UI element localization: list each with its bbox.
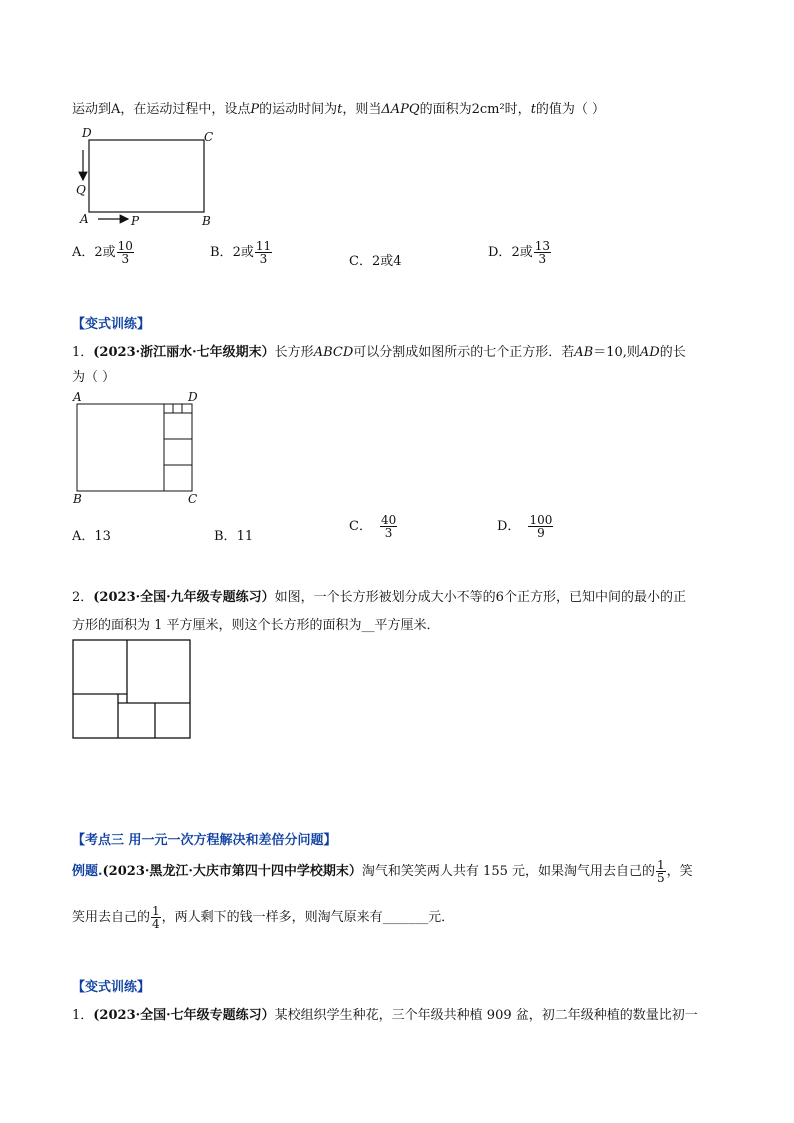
variant-heading-1: 【变式训练】 [72, 317, 151, 332]
section-heading: 【考点三 用一元一次方程解决和差倍分问题】 [72, 833, 337, 848]
variant1-option-d: D． $\frac{100}{9}$ [497, 513, 553, 540]
rectangle-figure [70, 122, 220, 232]
option-b: B．2或 $\frac{11}{3}$ [210, 239, 272, 266]
label-p: P [131, 214, 140, 228]
variant1-option-c: C． $\frac{40}{3}$ [349, 513, 397, 540]
example-line2: 笑用去自己的 $\frac{1}{4}$ ，两人剩下的钱一样多，则淘气原来有_______元． [72, 904, 455, 931]
variant1-q1-line2: 为（ ） [72, 370, 116, 385]
option-c: C．2或4 [349, 254, 402, 269]
variant1-option-a: A．13 [72, 529, 111, 544]
variant1-q2-text: 2．(2023·全国·九年级专题练习）如图，一个长方形被划分成大小不等的6个正方形，已知中间的最小的正 [72, 590, 686, 605]
six-squares-figure [72, 638, 194, 742]
label-a: A [73, 390, 82, 404]
variant1-q2-line2: 方形的面积为 1 平方厘米，则这个长方形的面积为__平方厘米． [72, 618, 440, 633]
option-a: A．2或 $\frac{10}{3}$ [72, 239, 133, 266]
label-b: B [202, 214, 211, 228]
variant2-q1-text: 1．(2023·全国·七年级专题练习）某校组织学生种花，三个年级共种植 909 盆，初二年级种植的数量比初一 [72, 1008, 698, 1023]
seven-squares-figure [70, 389, 210, 509]
option-d: D．2或 $\frac{13}{3}$ [488, 239, 550, 266]
variant-heading-2: 【变式训练】 [72, 980, 151, 995]
label-c: C [188, 492, 198, 506]
example-text: 例题.(2023·黑龙江·大庆市第四十四中学校期末）淘气和笑笑两人共有 155 元，如果淘气用去自己的 $\frac{1}{5}$ ，笑 [72, 858, 693, 885]
label-d: D [82, 126, 92, 140]
variant1-option-b: B．11 [214, 529, 254, 544]
label-d: D [188, 390, 198, 404]
label-q: Q [76, 183, 86, 197]
label-b: B [73, 492, 82, 506]
variant1-q1-text: 1．(2023·浙江丽水·七年级期末）长方形ABCD可以分割成如图所示的七个正方形．若AB＝10,则AD的长 [72, 345, 686, 360]
label-c: C [204, 130, 214, 144]
question-text: 运动到A，在运动过程中，设点P的运动时间为t，则当ΔAPQ的面积为2cm²时，t的值为（ ） [72, 102, 606, 117]
label-a: A [80, 212, 89, 226]
